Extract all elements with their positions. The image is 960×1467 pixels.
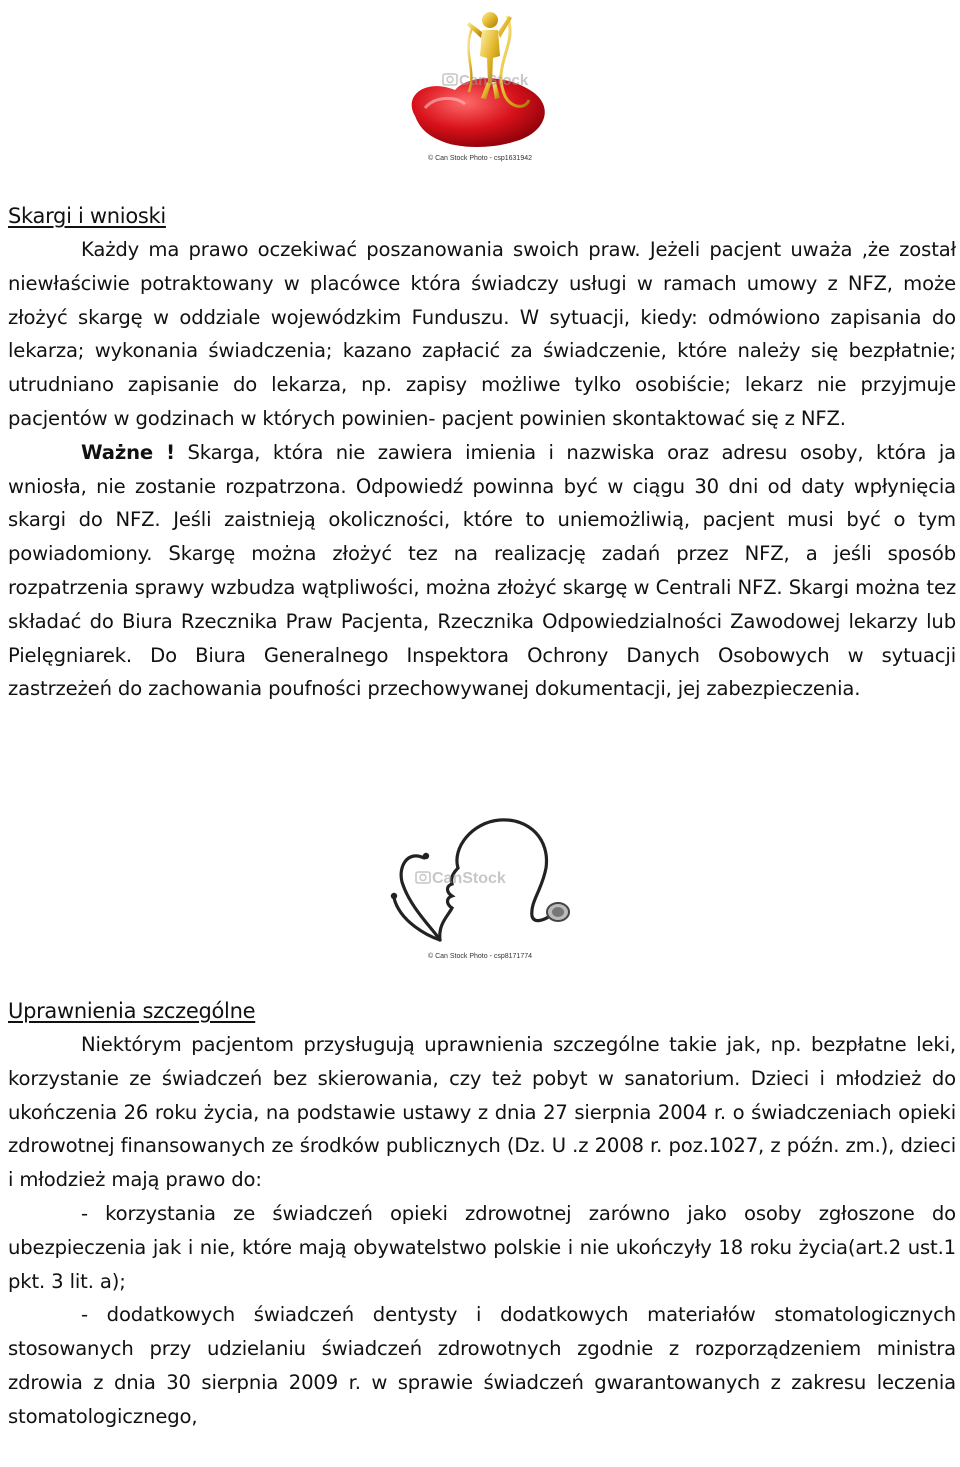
stethoscope-illustration bbox=[0, 812, 960, 960]
watermark bbox=[443, 72, 529, 89]
section-heading: Skargi i wnioski bbox=[8, 204, 166, 228]
paragraph bbox=[8, 436, 956, 706]
image-credit: © Can Stock Photo - csp1631942 bbox=[428, 155, 532, 162]
important-label: Ważne ! bbox=[81, 440, 175, 464]
image-credit: © Can Stock Photo - csp8171774 bbox=[428, 953, 532, 960]
watermark bbox=[416, 870, 506, 887]
svg-text:CanStock: CanStock bbox=[459, 72, 529, 89]
section-heading: Uprawnienia szczególne bbox=[8, 999, 256, 1023]
list-item: - korzystania ze świadczeń opieki zdrowotnej zarówno jako osoby zgłoszone do ubezpieczenia jak i nie, które mają obywatelstwo polskie i nie ukończyły 18 roku życia(art.2 ust.1 pkt. 3 lit. a); bbox=[8, 1201, 956, 1293]
section-complaints bbox=[8, 203, 956, 706]
heart-figure-image bbox=[395, 4, 565, 154]
paragraph: Niektórym pacjentom przysługują uprawnienia szczególne takie jak, np. bezpłatne leki, korzystanie ze świadczeń bez skierowania, czy też pobyt w sanatorium. Dzieci i młodzież do ukończenia 26 roku życia, na podstawie ustawy z dnia 27 sierpnia 2004 r. o świadczeniach opieki zdrowotnej finansowanych ze środków publicznych (Dz. U .z 2008 r. poz.1027, z późn. zm.), dzieci i młodzież mają prawo do: bbox=[8, 1033, 956, 1192]
svg-text:CanStock: CanStock bbox=[432, 870, 506, 887]
list-item: - dodatkowych świadczeń dentysty i dodatkowych materiałów stomatologicznych stosowanych przy udzielaniu świadczeń zdrowotnych zgodnie z rozporządzeniem ministra zdrowia z dnia 30 sierpnia 2009 r. w sprawie świadczeń gwarantowanych z zakresu leczenia stomatologicznego, bbox=[8, 1303, 956, 1428]
stethoscope-image bbox=[380, 812, 580, 952]
section-special-rights bbox=[8, 998, 956, 1434]
chestpiece bbox=[547, 903, 569, 921]
heart-figure-illustration bbox=[0, 4, 960, 162]
paragraph-text: Skarga, która nie zawiera imienia i nazwiska oraz adresu osoby, która ja wniosła, nie zostanie rozpatrzona. Odpowiedź powinna być w ciągu 30 dni od daty wpłynięcia skargi do NFZ. Jeśli zaistnieją okoliczności, które to uniemożliwią, pacjent musi być o tym powiadomiony. Skargę można złożyć tez na realizację zadań przez NFZ, a jeśli sposób rozpatrzenia sprawy wzbudza wątpliwości, można złożyć skargę w Centrali NFZ. Skargi można tez składać do Biura Rzecznika Praw Pacjenta, Rzecznika Odpowiedzialności Zawodowej lekarzy lub Pielęgniarek. Do Biura Generalnego Inspektora Ochrony Danych Osobowych w sytuacji zastrzeżeń do zachowania poufności przechowywanej dokumentacji, jej zabezpieczenia. bbox=[8, 440, 956, 701]
paragraph: Każdy ma prawo oczekiwać poszanowania swoich praw. Jeżeli pacjent uważa ,że został niewłaściwie potraktowany w placówce która świadczy usługi w ramach umowy z NFZ, może złożyć skargę w oddziale wojewódzkim Funduszu. W sytuacji, kiedy: odmówiono zapisania do lekarza; wykonania świadczenia; kazano zapłacić za świadczenie, które należy się bezpłatnie; utrudniano zapisanie do lekarza, np. zapisy możliwe tylko osobiście; lekarz nie przyjmuje pacjentów w godzinach w których powinien- pacjent powinien skontaktować się z NFZ. bbox=[8, 238, 956, 430]
